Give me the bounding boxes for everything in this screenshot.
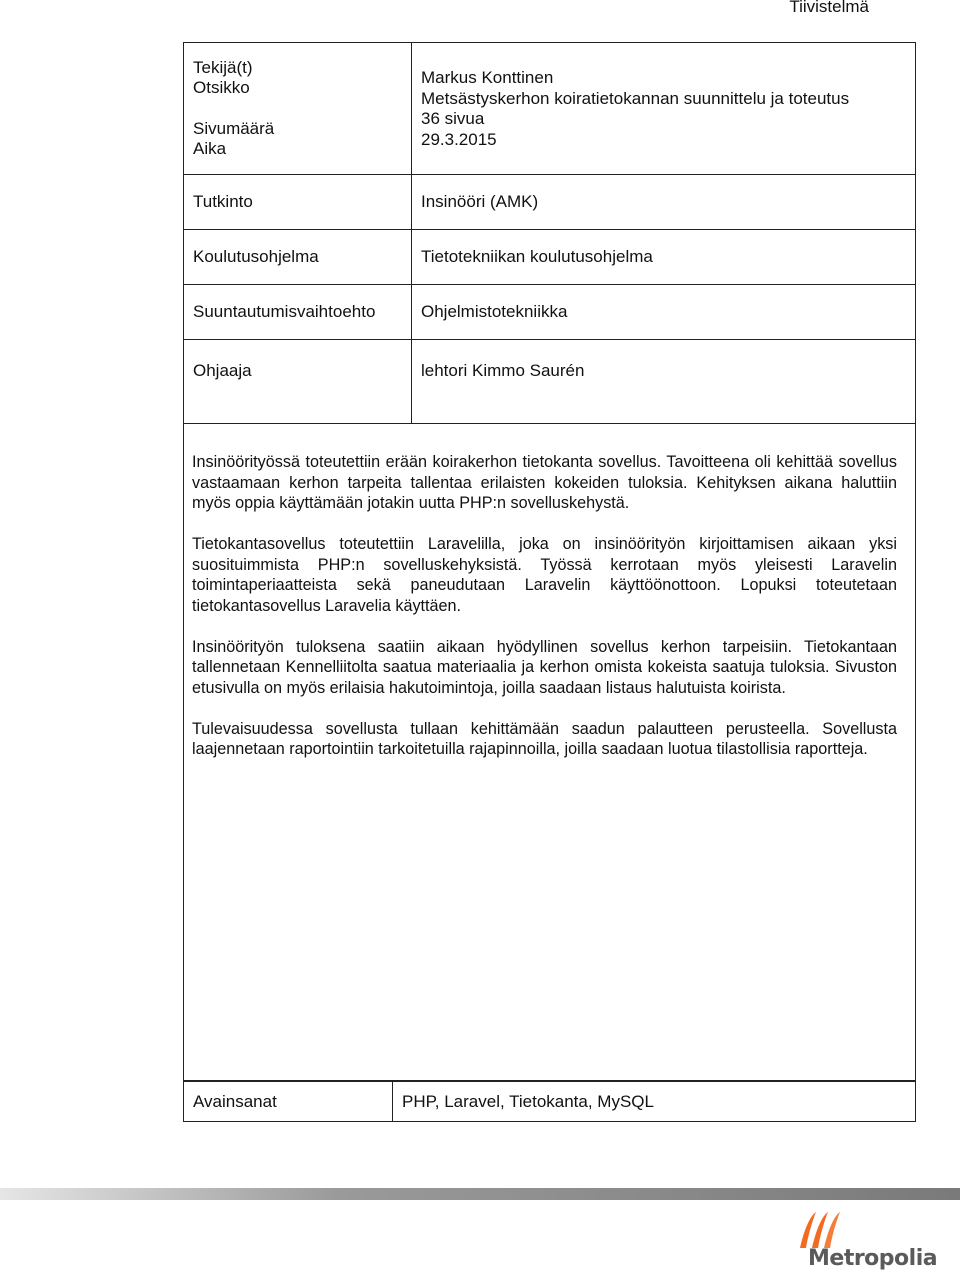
info-table-rule [183, 339, 916, 340]
value-author: Markus Konttinen [421, 68, 554, 87]
label-date: Aika [193, 139, 227, 158]
abstract-text [192, 452, 897, 780]
info-table-rule [183, 229, 916, 230]
page-title: Tiivistelmä [789, 0, 869, 16]
value-pages: 36 sivua [421, 109, 485, 128]
keywords-label: Avainsanat [193, 1092, 277, 1111]
abstract-paragraph: Insinöörityön tuloksena saatiin aikaan hyödyllinen sovellus kerhon tarpeisiin. Tietokantaan tallennetaan Kennelliitolta saatua materiaalia ja kerhon omista kokeista saatuja tuloksia. Sivuston etusivulla on myös erilaisia hakutoimintoja, joilla saadaan listaus halutuista koirista. [192, 637, 897, 697]
label-pages: Sivumäärä [193, 119, 275, 138]
label-title: Otsikko [193, 78, 250, 97]
keywords-value: PHP, Laravel, Tietokanta, MySQL [402, 1092, 654, 1111]
abstract-paragraph: Tietokantasovellus toteutettiin Laravelilla, joka on insinöörityön kirjoittamisen aikaan yksi suosituimmista PHP:n sovelluskehyksistä. Työssä kerrotaan myös yleisesti Laravelin toimintaperiaatteista sekä paneudutaan Laravelin käyttöönottoon. Lopuksi toteutetaan tietokantasovellus Laravelia käyttäen. [192, 535, 897, 615]
abstract-paragraph: Insinöörityössä toteutettiin erään koirakerhon tietokanta sovellus. Tavoitteena oli kehittää sovellus vastaamaan kerhon tarpeita tallentaa erilaisten kokeiden tuloksia. Kehityksen aikana haluttiin myös oppia käyttämään jotakin uutta PHP:n sovelluskehystä. [192, 453, 897, 512]
keywords-divider [392, 1080, 393, 1122]
value-programme: Tietotekniikan koulutusohjelma [421, 247, 653, 266]
label-author: Tekijä(t) [193, 58, 253, 77]
value-degree: Insinööri (AMK) [421, 192, 539, 211]
value-specialisation: Ohjelmistotekniikka [421, 302, 568, 321]
label-supervisor: Ohjaaja [193, 361, 252, 380]
info-table-divider [411, 42, 412, 424]
info-table-rule [183, 174, 916, 175]
info-table-rule [183, 284, 916, 285]
label-specialisation: Suuntautumisvaihtoehto [193, 302, 376, 321]
abstract-paragraph: Tulevaisuudessa sovellusta tullaan kehittämään saadun palautteen perusteella. Sovellusta laajennetaan raportointiin tarkoitetuilla rajapinnoilla, joilla saadaan luotua tilastollisia raportteja. [192, 719, 897, 758]
value-supervisor: lehtori Kimmo Saurén [421, 361, 585, 380]
logo-text: Metropolia [808, 1246, 938, 1271]
value-date: 29.3.2015 [421, 130, 497, 149]
value-title: Metsästyskerhon koiratietokannan suunnittelu ja toteutus [421, 89, 850, 108]
footer-bar [0, 1188, 960, 1200]
label-degree: Tutkinto [193, 192, 253, 211]
metropolia-logo [792, 1208, 938, 1276]
label-programme: Koulutusohjelma [193, 247, 319, 266]
